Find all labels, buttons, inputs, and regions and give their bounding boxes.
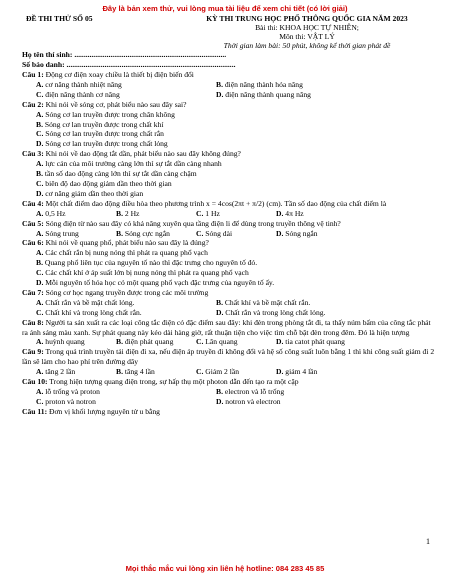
question-text: Sóng điện từ nào sau đây có khả năng xuyên qua tầng điện li để dùng trong truyền thông vệ tinh? [45, 218, 341, 228]
question-number: Câu 3: [22, 149, 44, 159]
answer-options [22, 387, 438, 407]
question [22, 347, 438, 367]
answer-options [22, 298, 438, 318]
time-note: Thời gian làm bài: 50 phút, không kể thời gian phát đề [223, 41, 391, 50]
question [22, 149, 438, 159]
exam-title-block [177, 14, 437, 50]
subject-group: Bài thi: KHOA HỌC TỰ NHIÊN; [255, 23, 359, 32]
question-text: Trong hiện tượng quang điện trong, sự hấp thụ một photon dẫn đến tạo ra một cặp [49, 377, 299, 387]
question-text: Đơn vị khối lượng nguyên tử u bằng [49, 406, 160, 416]
question-text: Một chất điểm dao động điều hòa theo phương trình x = 4cos(2πt + π/2) (cm). Tần số dao động của chất điểm là [45, 198, 387, 208]
question [22, 407, 438, 417]
answer-option: B. Sóng cơ lan truyền được trong chất khí [36, 119, 164, 129]
question-text: Khi nói về dao động tắt dần, phát biểu nào sau đây không đúng? [45, 149, 241, 159]
preview-banner: Đây là bản xem thử, vui lòng mua tài liệu để xem chi tiết (có lời giải) [102, 4, 348, 13]
question-text: Sóng cơ học ngang truyền được trong các môi trường [45, 287, 209, 297]
answer-option: B. điện năng thành hóa năng [216, 79, 303, 89]
answer-option: B. Sóng cực ngắn [116, 228, 170, 238]
answer-option: C. Giảm 2 lần [196, 367, 240, 377]
question [22, 219, 438, 229]
answer-option: D. Chất rắn và trong lòng chất lỏng. [216, 307, 326, 317]
question [22, 100, 438, 110]
answer-option: C. điện năng thành cơ năng [36, 89, 120, 99]
answer-option: C. Các chất khí ở áp suất lớn bị nung nóng thì phát ra quang phổ vạch [36, 268, 249, 278]
answer-option: A. Sóng trung [36, 228, 79, 238]
answer-options [22, 80, 438, 100]
exam-title: KỲ THI TRUNG HỌC PHỔ THÔNG QUỐC GIA NĂM 2023 [206, 14, 408, 23]
answer-option: D. tia catot phát quang [276, 337, 345, 347]
question [22, 238, 438, 248]
question-number: Câu 5: [22, 218, 44, 228]
answer-options [22, 159, 438, 199]
answer-option: B. tần số dao động càng lớn thì sự tắt dần càng chậm [36, 169, 197, 179]
question-text: Người ta sản xuất ra các loại công tắc điện có đặc điểm sau đây: khi đèn trong phòng tắt đi, ta thấy núm bấm của công tắc phát ra ánh sáng màu xanh. Sự phát quang này kéo dài hàng giờ, rất thuận tiện cho việc tìm chỗ bật đèn trong đêm. Đó là hiện tượng [22, 317, 431, 337]
question-text: Khi nói về quang phổ, phát biểu nào sau đây là đúng? [45, 238, 209, 248]
answer-options [22, 248, 438, 288]
candidate-name-line: Họ tên thí sinh: ................................................................................ [22, 50, 227, 59]
answer-option: D. giảm 4 lần [276, 367, 318, 377]
exam-code: ĐỀ THI THỬ SỐ 05 [26, 14, 93, 23]
answer-options [22, 337, 438, 347]
answer-option: A. tăng 2 lần [36, 367, 76, 377]
answer-option: B. Chất khí và bề mặt chất rắn. [216, 297, 311, 307]
answer-options [22, 367, 438, 377]
exam-header [22, 14, 438, 50]
question-number: Câu 1: [22, 70, 44, 79]
question [22, 318, 438, 338]
question-text: Trong quá trình truyền tải điện đi xa, nếu điện áp truyền đi không đổi và hệ số công suất luôn bằng 1 thì khi công suất giảm đi 2 lần sẽ làm cho hao phí trên đường dây [22, 347, 435, 367]
question-text: Khi nói về sóng cơ, phát biểu nào sau đây sai? [45, 99, 187, 109]
question-number: Câu 2: [22, 99, 44, 109]
question-number: Câu 11: [22, 406, 48, 416]
answer-option: A. Sóng cơ lan truyền được trong chân không [36, 109, 175, 119]
answer-option: B. Quang phổ liên tục của nguyên tố nào thì đặc trưng cho nguyên tố đó. [36, 258, 258, 268]
answer-option: A. Chất rắn và bề mặt chất lỏng. [36, 297, 135, 307]
answer-option: D. 4π Hz [276, 208, 304, 218]
question-number: Câu 10: [22, 377, 48, 387]
answer-option: D. điện năng thành quang năng [216, 89, 311, 99]
question-number: Câu 8: [22, 317, 44, 327]
question-number: Câu 6: [22, 238, 44, 248]
answer-option: B. 2 Hz [116, 208, 140, 218]
answer-option: A. lỗ trống và proton [36, 387, 100, 396]
answer-options [22, 110, 438, 150]
answer-option: A. 0,5 Hz [36, 208, 66, 218]
answer-option: C. Chất khí và trong lòng chất rắn. [36, 307, 142, 317]
answer-option: D. Sóng ngắn [276, 228, 318, 238]
question [22, 199, 438, 209]
question-text: Động cơ điện xoay chiều là thiết bị điện biến đổi [45, 70, 194, 79]
question-list [22, 70, 438, 417]
answer-option: C. Sóng dài [196, 228, 233, 238]
answer-option: A. cơ năng thành nhiệt năng [36, 79, 122, 89]
answer-option: B. electron và lỗ trống [216, 387, 285, 396]
subject-name: Môn thi: VẬT LÝ [279, 32, 335, 41]
question [22, 288, 438, 298]
question-number: Câu 4: [22, 198, 44, 208]
answer-options [22, 229, 438, 239]
question-number: Câu 7: [22, 287, 44, 297]
question-number: Câu 9: [22, 347, 44, 357]
answer-option: D. cơ năng giảm dần theo thời gian [36, 188, 144, 198]
answer-option: A. lực cản của môi trường càng lớn thì sự tắt dần càng nhanh [36, 159, 222, 169]
answer-option: D. notron và electron [216, 396, 281, 406]
answer-option: C. 1 Hz [196, 208, 220, 218]
page-number: 1 [426, 537, 430, 546]
answer-option: C. Lân quang [196, 337, 238, 347]
answer-option: C. Sóng cơ lan truyền được trong chất rắn [36, 129, 164, 139]
answer-option: B. điện phát quang [116, 337, 174, 347]
question [22, 377, 438, 387]
question [22, 70, 438, 80]
hotline-banner: Mọi thắc mắc vui lòng xin liên hệ hotline: 084 283 45 85 [125, 564, 325, 573]
answer-option: B. tăng 4 lần [116, 367, 155, 377]
answer-options [22, 209, 438, 219]
answer-option: A. huỳnh quang [36, 337, 85, 347]
answer-option: D. Sóng cơ lan truyền được trong chất lỏng [36, 139, 168, 149]
answer-option: C. biên độ dao động giảm dần theo thời gian [36, 178, 172, 188]
answer-option: A. Các chất rắn bị nung nóng thì phát ra quang phổ vạch [36, 248, 208, 258]
answer-option: C. proton và notron [36, 396, 96, 406]
answer-option: D. Mỗi nguyên tố hóa học có một quang phổ vạch đặc trưng của nguyên tố ấy. [36, 278, 275, 288]
candidate-id-line: Số báo danh: ......................................................................................... [22, 60, 236, 69]
